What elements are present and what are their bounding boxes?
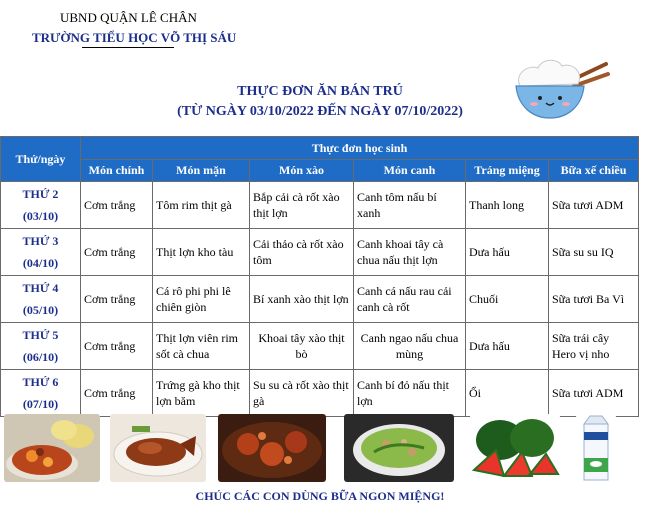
savory-dish-cell: Tôm rim thịt gà — [153, 182, 250, 229]
rice-bowl-icon — [500, 52, 610, 124]
column-header: Món chính — [81, 160, 153, 182]
closing-message: CHÚC CÁC CON DÙNG BỮA NGON MIỆNG! — [195, 489, 445, 503]
savory-dish-cell: Cá rô phi phi lê chiên giòn — [153, 276, 250, 323]
soup-cell: Canh ngao nấu chua mùng — [354, 323, 466, 370]
stew-with-bread-image — [4, 414, 100, 482]
menu-title: THỰC ĐƠN ĂN BÁN TRÚ — [237, 84, 403, 99]
braised-meat-image — [218, 414, 326, 482]
day-cell: THỨ 4 (05/10) — [1, 276, 81, 323]
fish-dish-image — [110, 414, 206, 482]
savory-dish-cell: Thịt lợn viên rim sốt cà chua — [153, 323, 250, 370]
column-header: Món xào — [250, 160, 354, 182]
main-dish-cell: Cơm trắng — [81, 229, 153, 276]
org-name: UBND QUẬN LÊ CHÂN — [60, 10, 197, 25]
day-cell: THỨ 6 (07/10) — [1, 370, 81, 417]
table-row — [1, 370, 639, 417]
soup-cell: Canh bí đỏ nấu thịt lợn — [354, 370, 466, 417]
main-dish-cell: Cơm trắng — [81, 182, 153, 229]
savory-dish-cell: Trứng gà kho thịt lợn băm — [153, 370, 250, 417]
day-cell: THỨ 5 (06/10) — [1, 323, 81, 370]
main-dish-cell: Cơm trắng — [81, 370, 153, 417]
day-cell: THỨ 2 (03/10) — [1, 182, 81, 229]
snack-cell: Sữa tươi ADM — [549, 182, 639, 229]
snack-cell: Sữa su su IQ — [549, 229, 639, 276]
savory-dish-cell: Thịt lợn kho tàu — [153, 229, 250, 276]
snack-cell: Sữa trái cây Hero vị nho — [549, 323, 639, 370]
main-dish-cell: Cơm trắng — [81, 276, 153, 323]
table-row — [1, 276, 639, 323]
menu-date-range: (TỪ NGÀY 03/10/2022 ĐẾN NGÀY 07/10/2022) — [177, 104, 463, 119]
dessert-cell: Dưa hấu — [466, 229, 549, 276]
table-row — [1, 229, 639, 276]
soup-cell: Canh tôm nấu bí xanh — [354, 182, 466, 229]
column-header: Tráng miệng — [466, 160, 549, 182]
column-header: Món canh — [354, 160, 466, 182]
column-header: Món mặn — [153, 160, 250, 182]
stir-fry-cell: Su su cà rốt xào thịt gà — [250, 370, 354, 417]
snack-cell: Sữa tươi Ba Vì — [549, 276, 639, 323]
column-header: Bữa xế chiều — [549, 160, 639, 182]
menu-table — [0, 136, 639, 417]
dessert-cell: Ổi — [466, 370, 549, 417]
dessert-cell: Dưa hấu — [466, 323, 549, 370]
milk-carton-image — [576, 414, 616, 482]
dessert-cell: Thanh long — [466, 182, 549, 229]
day-column-header: Thứ/ngày — [1, 137, 81, 182]
stir-fry-cell: Bí xanh xào thịt lợn — [250, 276, 354, 323]
table-row — [1, 323, 639, 370]
snack-cell: Sữa tươi ADM — [549, 370, 639, 417]
table-row — [1, 182, 639, 229]
school-name: TRƯỜNG TIỂU HỌC VÕ THỊ SÁU — [32, 30, 237, 45]
stir-fry-cell: Cải thảo cà rốt xào tôm — [250, 229, 354, 276]
soup-cell: Canh cá nấu rau cải canh cà rốt — [354, 276, 466, 323]
school-underline — [82, 47, 174, 48]
watermelon-image — [470, 414, 560, 482]
menu-group-header: Thực đơn học sinh — [81, 137, 639, 160]
stir-fry-cell: Bắp cải cà rốt xào thịt lợn — [250, 182, 354, 229]
dessert-cell: Chuối — [466, 276, 549, 323]
soup-bowl-image — [344, 414, 454, 482]
stir-fry-cell: Khoai tây xào thịt bò — [250, 323, 354, 370]
day-cell: THỨ 3 (04/10) — [1, 229, 81, 276]
main-dish-cell: Cơm trắng — [81, 323, 153, 370]
soup-cell: Canh khoai tây cà chua nấu thịt lợn — [354, 229, 466, 276]
